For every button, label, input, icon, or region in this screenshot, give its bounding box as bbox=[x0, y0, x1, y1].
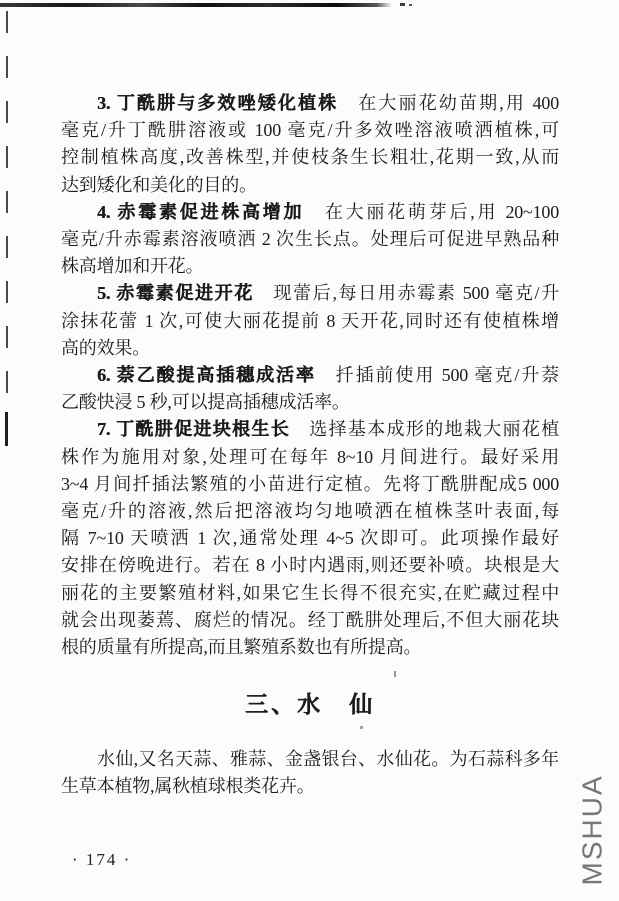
scan-speck bbox=[360, 726, 363, 729]
text-line: 株高增加和开花。 bbox=[61, 256, 204, 277]
paragraph bbox=[61, 280, 559, 362]
text-line: 毫克/升的溶液,然后把溶液均匀地喷洒在植株茎叶表面,每 bbox=[61, 501, 559, 522]
paragraph-first-line-text: 扦插前使用 500 毫克/升萘 bbox=[315, 365, 559, 386]
paragraph-first-line-text: 在大丽花幼苗期,用 400 bbox=[338, 93, 560, 113]
text-line: 株作为施用对象,处理可在每年 8~10 月间进行。最好采用 bbox=[61, 446, 559, 467]
watermark-text: MSHUA bbox=[576, 774, 608, 886]
paragraph-first-line-text: 现蕾后,每日用赤霉素 500 毫克/升 bbox=[253, 283, 560, 304]
paragraph-heading: 4. 赤霉素促进株高增加 bbox=[97, 201, 305, 222]
body-text bbox=[61, 90, 559, 661]
top-scan-edge-line bbox=[0, 3, 392, 7]
text-line bbox=[61, 280, 559, 307]
paragraph-first-line-text: 选择基本成形的地栽大丽花植 bbox=[289, 419, 559, 440]
text-line: 就会出现萎蔫、腐烂的情况。经丁酰肼处理后,不但大丽花块 bbox=[61, 609, 559, 630]
paragraph-heading: 5. 赤霉素促进开花 bbox=[97, 283, 254, 304]
text-line bbox=[61, 199, 559, 226]
text-line: 高的效果。 bbox=[61, 337, 150, 358]
text-line: 毫克/升赤霉素溶液喷洒 2 次生长点。处理后可促进早熟品种 bbox=[61, 229, 559, 250]
left-margin-dashed-line bbox=[6, 11, 8, 441]
scan-speck bbox=[400, 3, 405, 6]
left-margin-dash-heavy bbox=[5, 412, 8, 446]
text-line: 隔 7~10 天喷洒 1 次,通常处理 4~5 次即可。此项操作最好 bbox=[61, 528, 559, 549]
paragraph bbox=[61, 362, 559, 416]
paragraph-heading: 6. 萘乙酸提高插穗成活率 bbox=[97, 365, 316, 386]
paragraph-heading: 3. 丁酰肼与多效唑矮化植株 bbox=[97, 93, 339, 113]
text-line: 乙酸快浸 5 秒,可以提高插穗成活率。 bbox=[61, 392, 350, 413]
text-line: 控制植株高度,改善株型,并使枝条生长粗壮,花期一致,从而 bbox=[61, 147, 559, 168]
text-line: 3~4 月间扦插法繁殖的小苗进行定植。先将丁酰肼配成5 000 bbox=[61, 473, 559, 494]
scan-speck bbox=[409, 4, 412, 6]
paragraph bbox=[61, 746, 559, 800]
paragraph-first-line-text: 在大丽花萌芽后,用 20~100 bbox=[304, 201, 559, 222]
text-line: 根的质量有所提高,而且繁殖系数也有所提高。 bbox=[61, 637, 422, 658]
page-number: · 174 · bbox=[72, 850, 132, 869]
text-line: 达到矮化和美化的目的。 bbox=[61, 174, 257, 195]
text-line bbox=[61, 90, 559, 117]
paragraph-heading: 7. 丁酰肼促进块根生长 bbox=[97, 419, 290, 440]
text-line: 涂抹花蕾 1 次,可使大丽花提前 8 天开花,同时还有使植株增 bbox=[61, 310, 559, 331]
text-line: 生草本植物,属秋植球根类花卉。 bbox=[61, 776, 315, 797]
scan-speck bbox=[394, 671, 396, 677]
text-line: 丽花的主要繁殖材料,如果它生长得不很充实,在贮藏过程中 bbox=[61, 582, 559, 603]
closing-paragraph bbox=[61, 746, 559, 800]
section-title: 三、水 仙 bbox=[245, 692, 375, 717]
text-line bbox=[61, 362, 559, 389]
paragraph bbox=[61, 416, 559, 661]
text-line: 水仙,又名天蒜、雅蒜、金盏银台、水仙花。为石蒜科多年 bbox=[97, 749, 559, 769]
paragraph bbox=[61, 199, 559, 281]
paragraph bbox=[61, 90, 559, 199]
text-line: 安排在傍晚进行。若在 8 小时内遇雨,则还要补喷。块根是大 bbox=[61, 555, 559, 576]
text-line bbox=[61, 416, 559, 443]
text-line: 毫克/升丁酰肼溶液或 100 毫克/升多效唑溶液喷洒植株,可 bbox=[61, 120, 559, 141]
